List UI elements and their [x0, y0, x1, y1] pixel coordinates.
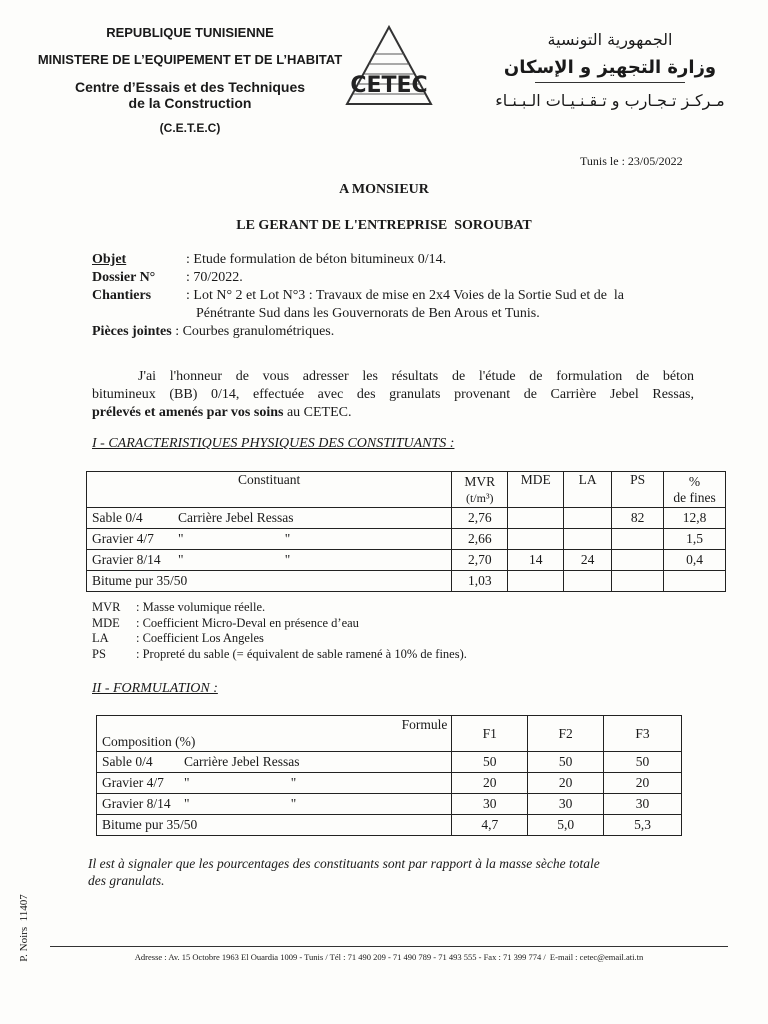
table-row: Bitume pur 35/50 1,03 [87, 571, 726, 592]
objet-label: Objet [92, 252, 127, 267]
intro-paragraph [92, 368, 694, 422]
intro-line2: bitumineux (BB) 0/14, effectuée avec des granulats provenant de Carrière Jebel Ressas, [92, 387, 694, 402]
header-constituant: Constituant [87, 472, 452, 508]
constituents-table [86, 471, 726, 592]
section2-title: II - FORMULATION : [92, 681, 218, 696]
header-mde: MDE [508, 472, 564, 508]
objet-value: : Etude formulation de béton bitumineux 0/14. [186, 252, 447, 267]
footer-rule [50, 946, 728, 947]
intro-line1: J'ai l'honneur de vous adresser les résultats de l'étude de formulation de béton [138, 369, 694, 384]
chantiers-value-1: : Lot N° 2 et Lot N°3 : Travaux de mise en 2x4 Voies de la Sortie Sud et de la [186, 288, 625, 303]
table-row: Gravier 8/14 " " 2,70 14 24 0,4 [87, 550, 726, 571]
formulation-table [96, 715, 682, 836]
table-row: Gravier 8/14 " " 30 30 30 [97, 794, 682, 815]
table-row: Gravier 4/7 " " 20 20 20 [97, 773, 682, 794]
header-ps: PS [612, 472, 664, 508]
intro-bold: prélevés et amenés par vos soins [92, 405, 284, 420]
arabic-centre: مـركـز تـجـارب و تـقـنـيـات الـبـنـاء [495, 91, 725, 110]
addressee-line1: A MONSIEUR [339, 182, 429, 197]
footer-address: Adresse : Av. 15 Octobre 1963 El Ouardia 1009 - Tunis / Tél : 71 490 209 - 71 490 789 - 71 493 555 - Fax : 71 399 774 / E-mail : cetec@email.ati.tn [134, 952, 644, 962]
header-la: LA [564, 472, 612, 508]
dossier-label: Dossier N° [92, 270, 156, 285]
table-row: Sable 0/4 Carrière Jebel Ressas 2,76 82 12,8 [87, 508, 726, 529]
header-left [30, 25, 350, 135]
header-fines: % de fines [664, 472, 726, 508]
arabic-republique: الجمهورية التونسية [547, 30, 673, 49]
section1-title: I - CARACTERISTIQUES PHYSIQUES DES CONSTITUANTS : [92, 436, 455, 451]
cetec-acronym: (C.E.T.E.C) [159, 121, 221, 135]
ministere-label: MINISTERE DE L’EQUIPEMENT ET DE L’HABITAT [37, 52, 343, 67]
letter-date: Tunis le : 23/05/2022 [580, 154, 683, 168]
header-f2: F2 [528, 716, 604, 752]
meta-block [92, 251, 624, 341]
arabic-ministere: وزارة التجهيز و الإسكان [503, 57, 717, 78]
header-f3: F3 [604, 716, 682, 752]
side-note: P. Noirs 11407 [18, 894, 30, 962]
header-f1: F1 [452, 716, 528, 752]
chantiers-label: Chantiers [92, 288, 152, 303]
table-row: Sable 0/4 Carrière Jebel Ressas 50 50 50 [97, 752, 682, 773]
header-formule-composition: Formule Composition (%) [97, 716, 452, 752]
formulation-note: Il est à signaler que les pourcentages des constituants sont par rapport à la masse sèche totale des granulats. [88, 856, 600, 888]
addressee-line2: LE GERANT DE L'ENTREPRISE SOROUBAT [236, 218, 532, 233]
pieces-label: Pièces jointes [92, 324, 172, 339]
intro-rest: au CETEC. [283, 405, 352, 420]
table-row: Bitume pur 35/50 4,7 5,0 5,3 [97, 815, 682, 836]
table-row: Gravier 4/7 " " 2,66 1,5 [87, 529, 726, 550]
dossier-value: : 70/2022. [186, 270, 243, 285]
pieces-value: : Courbes granulométriques. [171, 324, 335, 339]
centre-label: Centre d’Essais et des Techniques [74, 79, 306, 95]
chantiers-value-2: Pénétrante Sud dans les Gouvernorats de Ben Arous et Tunis. [196, 306, 540, 321]
cetec-logo [344, 24, 434, 108]
header-right [470, 30, 750, 110]
logo-text: CETEC [350, 73, 428, 98]
abbreviation-legend: MVR : Masse volumique réelle. MDE : Coefficient Micro-Deval en présence d’eau LA : Coefficient Los Angeles PS : Propreté du sable (= équivalent de sable ramené à 10% de fines). [92, 600, 467, 661]
construction-label: de la Construction [128, 95, 252, 111]
republique-label: REPUBLIQUE TUNISIENNE [106, 25, 274, 40]
header-mvr: MVR (t/m³) [452, 472, 508, 508]
